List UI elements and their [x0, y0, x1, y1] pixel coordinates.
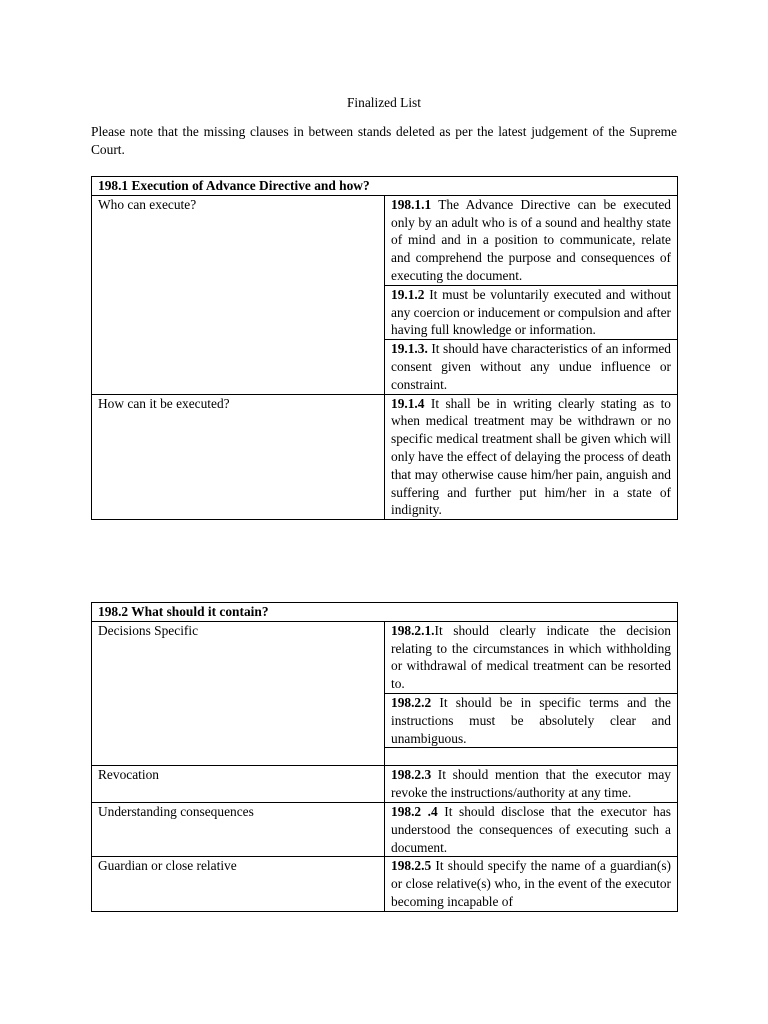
clause-number: 198.1.1 [391, 196, 432, 212]
clause-cell [385, 285, 678, 339]
table-header-row [92, 603, 678, 622]
clause-cell [385, 693, 678, 747]
clause-number: 19.1.4 [391, 395, 425, 411]
clause-cell [385, 621, 678, 693]
table-header-row [92, 177, 678, 196]
clause-text: It shall be in writing clearly stating as to when medical treatment may be withdrawn or no specific medical treatment shall be given which will only have the effect of delaying the process of death that may otherwise cause him/her pain, anguish and suffering and further put him/her in a state of indignity. [391, 395, 671, 518]
clause-text: It should be in specific terms and the instructions must be absolutely clear and unambiguous. [391, 694, 671, 746]
clause-text: It should disclose that the executor has understood the consequences of executing such a document. [391, 803, 671, 855]
clause-number: 198.2.2 [391, 694, 432, 710]
page-title: Finalized List [346, 95, 421, 110]
table-header: 198.2 What should it contain? [92, 603, 678, 622]
table-row [92, 857, 678, 911]
table-row [92, 394, 678, 520]
execution-table [91, 176, 678, 520]
table-row [92, 802, 678, 856]
clause-cell [385, 340, 678, 394]
table-header: 198.1 Execution of Advance Directive and how? [92, 177, 678, 196]
row-label: Guardian or close relative [92, 857, 385, 911]
clause-number: 19.1.3. [391, 341, 428, 357]
row-label: Decisions Specific [92, 621, 385, 766]
clause-text: The Advance Directive can be executed only by an adult who is of a sound and healthy state of mind and in a position to communicate, relate and comprehend the purpose and consequences of executing the document. [391, 196, 671, 283]
clause-text: It should have characteristics of an informed consent given without any undue influence or constraint. [391, 341, 671, 392]
contents-table [91, 602, 678, 912]
clause-cell [385, 802, 678, 856]
clause-cell [385, 857, 678, 911]
clause-text: It should specify the name of a guardian(s) or close relative(s) who, in the event of the executor becoming incapable of [391, 858, 671, 909]
table-row [92, 766, 678, 803]
clause-number: 19.1.2 [391, 286, 425, 302]
clause-number: 198.2 .4 [391, 803, 438, 819]
row-label: Revocation [92, 766, 385, 803]
row-label: Who can execute? [92, 195, 385, 394]
empty-cell [385, 748, 678, 766]
clause-number: 198.2.3 [391, 767, 432, 783]
table-row [92, 195, 678, 285]
table-row [92, 621, 678, 693]
clause-cell [385, 394, 678, 520]
intro-paragraph: Please note that the missing clauses in between stands deleted as per the latest judgement of the Supreme Court. [91, 124, 677, 157]
clause-number: 198.2.1. [391, 622, 435, 638]
clause-cell [385, 766, 678, 803]
clause-text: It must be voluntarily executed and without any coercion or inducement or compulsion and after having full knowledge or information. [391, 286, 671, 338]
clause-number: 198.2.5 [391, 858, 432, 874]
row-label: How can it be executed? [92, 394, 385, 520]
clause-cell [385, 195, 678, 285]
clause-text: It should mention that the executor may revoke the instructions/authority at any time. [391, 767, 671, 801]
clause-text: It should clearly indicate the decision relating to the circumstances in which withholding or withdrawal of medical treatment can be resorted to. [391, 622, 671, 692]
row-label: Understanding consequences [92, 802, 385, 856]
